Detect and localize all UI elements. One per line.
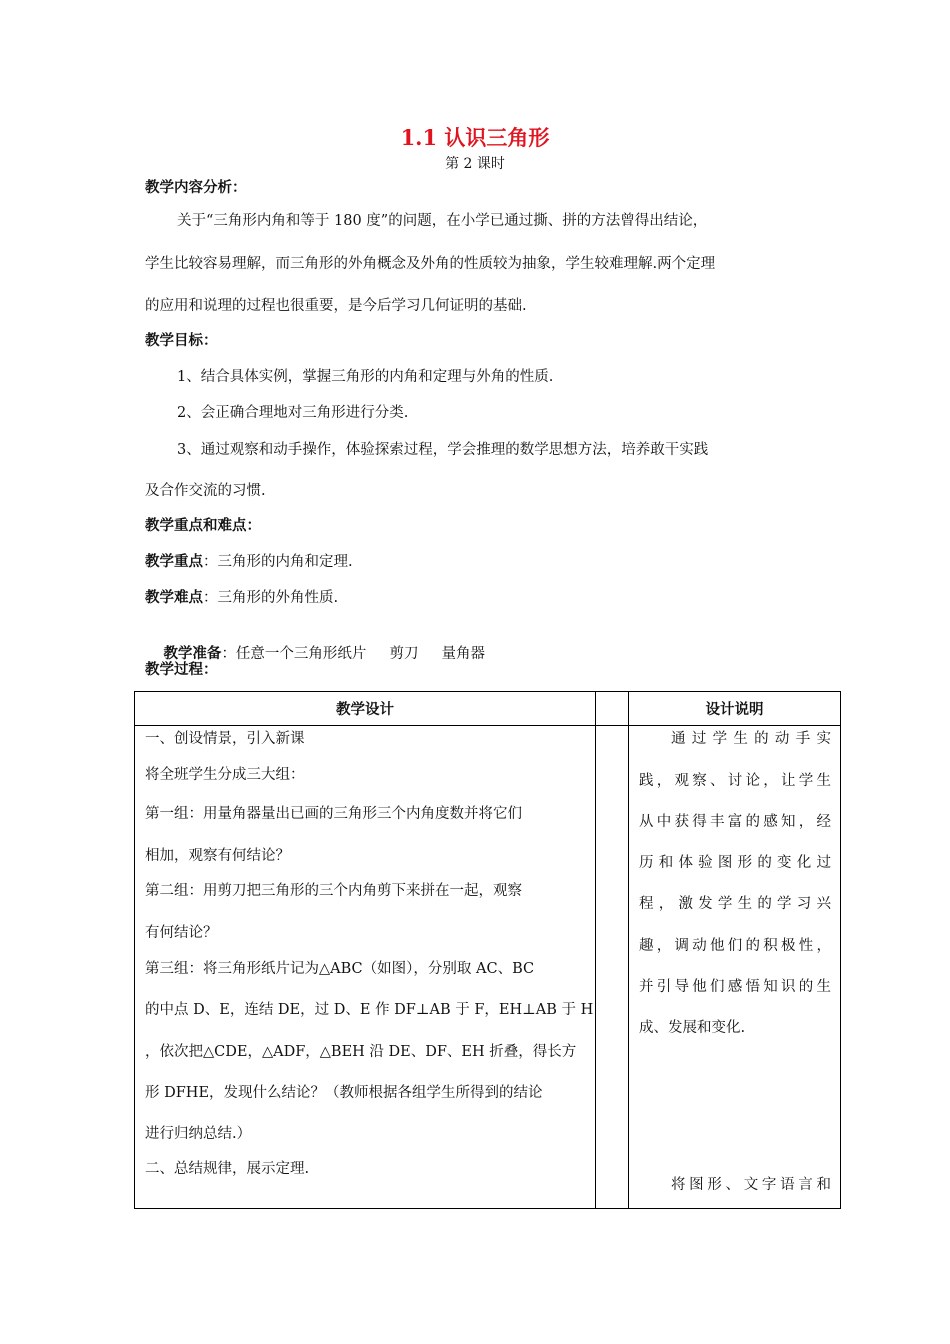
lesson-number: 第 2 课时 xyxy=(445,156,505,172)
design-line: 第一组：用量角器量出已画的三角形三个内角度数并将它们 xyxy=(145,806,522,822)
objectives-heading: 教学目标： xyxy=(145,332,218,349)
header-note: 设计说明 xyxy=(629,692,841,726)
note-line: 并引导他们感悟知识的生 xyxy=(639,979,831,995)
table-header-row xyxy=(135,692,841,726)
design-line: 第三组：将三角形纸片记为△ABC（如图），分别取 AC、BC xyxy=(145,961,535,977)
header-design: 教学设计 xyxy=(135,692,596,726)
note-line: 从中获得丰富的感知，经 xyxy=(639,814,831,830)
design-line: 一、创设情景，引入新课 xyxy=(145,731,305,747)
note-line: 将图形、文字语言和 xyxy=(671,1177,831,1193)
header-spacer xyxy=(596,692,629,726)
design-line: 进行归纳总结.） xyxy=(145,1126,252,1142)
spacer-cell xyxy=(596,726,629,1209)
prep-text: ：任意一个三角形纸片 剪刀 量角器 xyxy=(221,646,486,662)
focus-line xyxy=(145,552,353,572)
analysis-line: 学生比较容易理解，而三角形的外角概念及外角的性质较为抽象，学生较难理解.两个定理 xyxy=(145,256,716,272)
difficulty-text: ：三角形的外角性质. xyxy=(203,590,339,606)
difficulty-label: 教学难点 xyxy=(145,589,203,606)
objective-item: 3、通过观察和动手操作，体验探索过程，学会推理的数学思想方法，培养敢干实践 xyxy=(177,442,709,458)
design-line: ，依次把△CDE，△ADF，△BEH 沿 DE、DF、EH 折叠，得长方 xyxy=(145,1044,577,1060)
process-heading: 教学过程： xyxy=(145,661,218,678)
objective-item: 1、结合具体实例，掌握三角形的内角和定理与外角的性质. xyxy=(177,369,554,385)
difficulty-line xyxy=(145,588,338,608)
note-line: 趣，调动他们的积极性， xyxy=(639,938,831,954)
design-line: 将全班学生分成三大组： xyxy=(145,767,305,783)
design-line: 的中点 D、E，连结 DE，过 D、E 作 DF⊥AB 于 F，EH⊥AB 于 H xyxy=(145,1002,594,1018)
note-line: 成、发展和变化. xyxy=(639,1020,746,1036)
design-line: 第二组：用剪刀把三角形的三个内角剪下来拼在一起，观察 xyxy=(145,883,522,899)
note-line: 践，观察、讨论，让学生 xyxy=(639,773,831,789)
analysis-line: 关于“三角形内角和等于 180 度”的问题，在小学已通过撕、拼的方法曾得出结论， xyxy=(177,213,708,229)
note-line: 历和体验图形的变化过 xyxy=(639,855,831,871)
prep-label: 教学准备 xyxy=(163,645,222,662)
key-points-heading: 教学重点和难点： xyxy=(145,517,261,534)
design-cell xyxy=(135,726,596,1209)
design-line: 二、总结规律，展示定理. xyxy=(145,1161,310,1177)
process-table xyxy=(134,691,841,1209)
content-analysis-heading: 教学内容分析： xyxy=(145,179,247,196)
table-body-row xyxy=(135,726,841,1209)
focus-label: 教学重点 xyxy=(145,553,203,570)
page-title: 1.1 认识三角形 xyxy=(400,125,550,150)
focus-text: ：三角形的内角和定理. xyxy=(203,554,353,570)
note-line: 程，激发学生的学习兴 xyxy=(639,896,831,912)
analysis-line: 的应用和说理的过程也很重要，是今后学习几何证明的基础. xyxy=(145,298,527,314)
design-line: 形 DFHE，发现什么结论？（教师根据各组学生所得到的结论 xyxy=(145,1085,543,1101)
note-cell xyxy=(629,726,841,1209)
note-line: 通过学生的动手实 xyxy=(671,731,831,747)
design-line: 有何结论？ xyxy=(145,925,218,941)
objective-item: 及合作交流的习惯. xyxy=(145,483,266,499)
design-line: 相加，观察有何结论？ xyxy=(145,848,290,864)
objective-item: 2、会正确合理地对三角形进行分类. xyxy=(177,405,409,421)
